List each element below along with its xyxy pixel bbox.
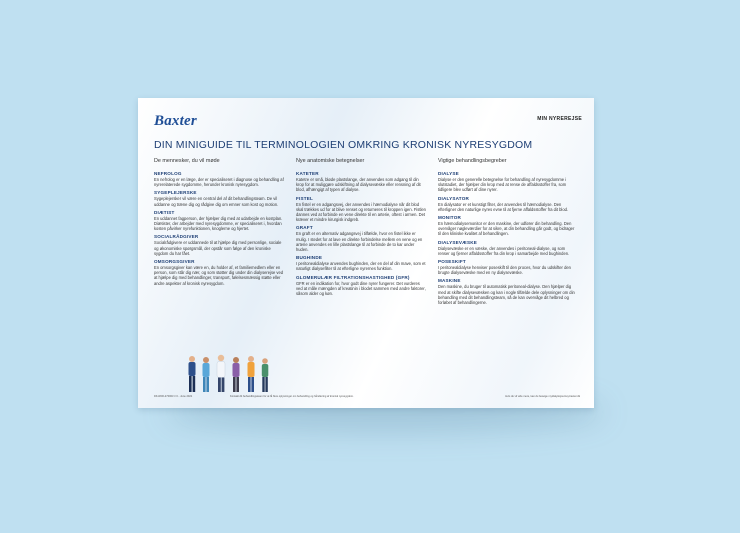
column-heading: De mennesker, du vil møde — [154, 158, 220, 164]
term-fistel: FISTEL — [296, 195, 314, 201]
term-dialyse: DIALYSE — [438, 171, 459, 176]
column-anatomy — [296, 158, 426, 299]
definition: Dialysevæske er en væske, der anvendes i peritoneal-dialyse, og som renser og fjerner affaldsstoffer fra din krop i samarbejde med bughinden. — [438, 245, 570, 256]
definition: En dialysator er et kunstigt filter, der anvendes til hæmodialyse. Den efterligner den naturlige nyres evne til at fjerne affaldsstoffer fra dit blod. — [438, 201, 569, 212]
page-title: DIN MINIGUIDE TIL TERMINOLOGIEN OMKRING KRONISK NYRESYGDOM — [154, 139, 533, 151]
footer-code: DK-RI00-270003 // 0 - June 2021 — [154, 395, 193, 398]
term-dialysator: DIALYSATOR — [438, 195, 470, 201]
care-team-illustration — [183, 351, 273, 396]
term-poseskift: POSESKIFT — [438, 259, 466, 265]
definition: Socialrådgivere er uddannede til at hjælpe dig med personlige, sociale og økonomiske spørgsmål, der opstår som følge af den kroniske sygdom du har fået. — [154, 240, 282, 256]
guide-sheet — [138, 98, 594, 408]
term-omsorgsgiver: OMSORGSGIVER — [154, 259, 195, 265]
footer-link[interactable]: Hvis du vil vide mere, kan du besøge mydialysisjourney.baxter.dk — [505, 395, 580, 398]
term-graft: GRAFT — [296, 225, 313, 231]
term-monitor: MONITOR — [438, 215, 462, 221]
definition: I peritonealdialyse anvendes bughinden, der en del af din mave, som et naturligt dialysefilter til at efterligne nyrernes funktion. — [296, 261, 426, 272]
definition: Sygeplejersker vil være en central del af dit behandlingsteam. De vil uddanne og træne dig og rådgive dig om emner som kost og motion. — [154, 196, 279, 207]
baxter-logo: Baxter — [154, 113, 197, 129]
definition: GFR er en indikation for, hvor godt dine nyrer fungerer. Det vurderes ved at måle mængden af kreatinin i blodet sammen med andre faktorer, såsom alder og køn. — [296, 280, 426, 297]
definition: En omsorgsgiver kan være en, du holder af, et familiemedlem eller en person, som står dig nær, og som støtter dig under din dialyserejse ved at hjælpe dig med behandlinger, transport, følelsesmæssig støtte eller andre aspekter af kronisk nyresygdom. — [154, 265, 284, 286]
definition: En nefrolog er en læge, der er specialiseret i diagnose og behandling af nyrerelaterede sygdomme, herunder kronisk nyresygdom. — [154, 177, 284, 188]
definition: Den maskine, du bruger til automatisk peritoneal-dialyse. Den hjælper dig med at skifte dialysevæsken og kan i nogle tilfælde dele oplysninger om din behandling med dit behandlingsteam, så de kan overvåge dit helbred og forløbet af behandlingerne. — [438, 284, 575, 306]
definition: En graft er en alternativ adgangsvej i tilfælde, hvor en fistel ikke er mulig. I stedet for at lave en direkte forbindelse mellem en vene og en arterie anvendes en lille plastslange til at forbinde de to kar under huden. — [296, 231, 423, 253]
definition: Dialyse er den generelle betegnelse for behandling af nyresygdomme i slutstadiet, der hjælper din krop med at rense de affaldsstoffer fra, som tidligere blev udført af dine nyrer. — [438, 177, 567, 193]
definition: Katetre er små, bløde plastslange, der anvendes som adgang til din krop for at muliggøre udskiftning af dialysevæske eller rensning af dit blod, afhængigt af typen af dialyse. — [296, 177, 421, 193]
term-maskine: MASKINE — [438, 278, 461, 284]
column-heading: Nye anatomiske betegnelser — [296, 158, 365, 164]
column-people — [154, 158, 284, 289]
column-heading: Vigtige behandlingsbegreber — [438, 158, 507, 164]
term-socialraadgiver: SOCIALRÅDGIVER — [154, 234, 199, 240]
term-kateter: KATETER — [296, 171, 319, 176]
term-nefrolog: NEFROLOG — [154, 171, 182, 176]
term-bughinde: BUGHINDE — [296, 255, 323, 261]
term-dialysevaeske: DIALYSEVÆSKE — [438, 239, 477, 245]
definition: En fistel er en adgangsvej, der anvendes i hæmodialyse når dit blod skal trækkes ud for at blive renset og returneres til kroppen igen. Fistlen dannes ved at forbinde en vene direkte til en arterie, oftest i armen. Det kræver et mindre kirurgisk indgreb. — [296, 201, 426, 223]
term-gfr: GLOMERULÆR FILTRATIONSHASTIGHED (GFR) — [296, 274, 410, 280]
definition: En hæmodialysemonitor er den maskine, der udfører din behandling. Den overvåger nøgleværdier for at sikre, at din behandling går godt, og bidrager til den kliniske kvalitet af behandlingen. — [438, 221, 575, 237]
term-diaetist: DIÆTIST — [154, 209, 175, 215]
footer-disclaimer: Kontakt dit behandlingsteam for at få flere oplysninger om behandling og håndtering af kronisk nyresygdom. — [230, 395, 354, 398]
column-treatment — [438, 158, 576, 308]
series-label: MIN NYREREJSE — [537, 116, 582, 122]
term-sygeplejerske: SYGEPLEJERSKE — [154, 190, 197, 196]
definition: En uddannet fagperson, der hjælper dig med at udarbejde en kostplan. Diætister, der arbejder med nyresygdomme, er specialiseret i, hvordan kosten påvirker nyrefunktionen, knoglerne og hjertet. — [154, 215, 283, 232]
definition: I peritonealdialyse henviser poseskift til den proces, hvor du udskifter den brugte dialysevæske med en ny dialysevæske. — [438, 265, 571, 276]
